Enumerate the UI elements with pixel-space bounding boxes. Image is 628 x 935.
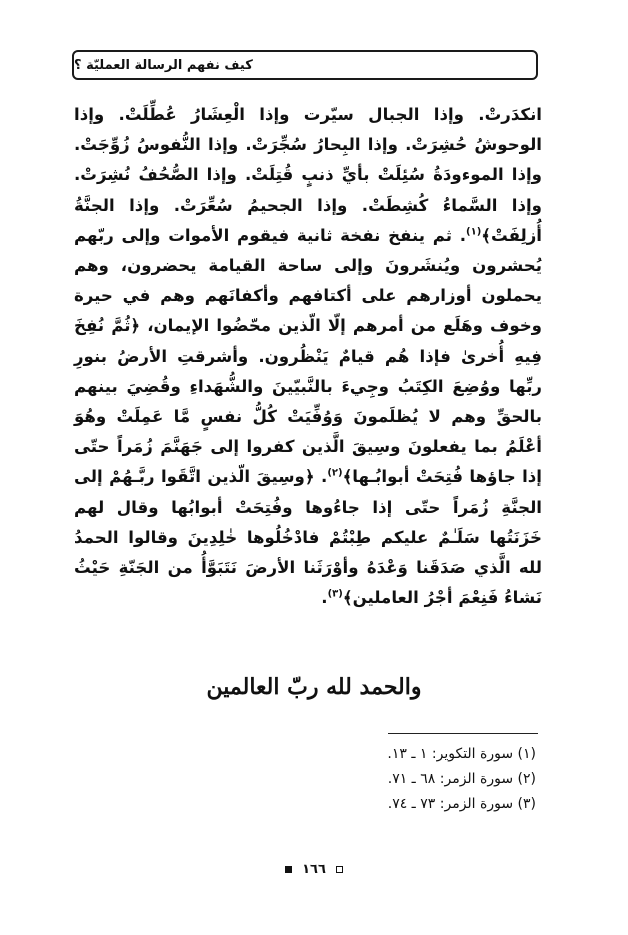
footnote-ref-2: (٢) <box>327 467 343 479</box>
main-text <box>74 100 542 613</box>
footnote-3: (٣) سورة الزمر: ٧٣ ـ ٧٤. <box>387 796 536 812</box>
running-header-title: كيف نفهم الرسالة العمليّة ؟ <box>74 57 253 73</box>
text-segment-1: انكدَرتْ. وإذا الجبال سيّرت وإذا الْعِشَارُ عُطِّلَتْ. وإذا الوحوشُ حُشِرَتْ. وإذا البِحارُ سُجِّرَتْ. وإذا النُّفوسُ زُوِّجَتْ. وإذا الموءودَةُ سُئِلَتْ بأيِّ ذنبٍ قُتِلَتْ. وإذا الصُّحُفُ نُشِرَتْ. وإذا السَّماءُ كُشِطَتْ. وإذا الجحيمُ سُعِّرَتْ. وإذا الجنَّةُ أُزلِفَتْ﴾ <box>74 105 542 245</box>
footnote-ref-3: (٣) <box>327 588 343 600</box>
footnote-ref-1: (١) <box>466 226 482 238</box>
page-footer <box>0 862 628 877</box>
footnote-divider <box>388 733 538 734</box>
text-segment-2: . ثم ينفخ نفخة ثانية فيقوم الأموات وإلى ربّهم يُحشرون ويُنشَرونَ وإلى ساحة القيامة يحضرون، وهم يحملون أوزارهم على أكتافهم وأكفانَهم وهم في حيرة وخوف وهَلَع من أمرهم إلّا الّذين محّضُوا الإيمان، ﴿ثُمَّ نُفِخَ فِيهِ أُخرىٰ فإذا هُم قيامٌ يَنْظُرون. وأشرقتِ الأرضُ بنورِ ربِّها ووُضِعَ الكِتَبُ وجِيءَ بالنَّبيّينَ والشُّهَداءِ وقُضِيَ بينهم بالحقِّ وهم لا يُظلَمونَ وَوُفِّيَتْ كُلُّ نفسٍ مَّا عَمِلَتْ وهُوَ أعْلَمُ بما يفعلونَ وسِيقَ الَّذين كفروا إلى جَهَنَّمَ زُمَراً حتّى إذا جاؤها فُتِحَتْ أبوابُـها﴾ <box>74 225 542 487</box>
main-paragraph <box>74 100 542 613</box>
page-number: ١٦٦ <box>302 862 326 877</box>
closing-phrase: والحمد لله ربّ العالمين <box>206 674 422 700</box>
empty-square-icon <box>336 866 343 873</box>
footnote-2: (٢) سورة الزمر: ٦٨ ـ ٧١. <box>387 771 536 787</box>
text-segment-3: . ﴿وسِيقَ الّذين اتَّقَوا ربَّـهُمْ إلى الجنَّةِ زُمَراً حتّى إذا جاءُوها وفُتِحَتْ أبوابُها وقال لهم خَزَنَتُها سَلَـٰمٌ عليكم طِبْتُمْ فادْخُلُوها خٰلِدِينَ وقالوا الحمدُ لله الَّذي صَدَقَنا وَعْدَهُ وأوْرَثَنا الأرضَ نَتَبَوَّأُ من الجَنّةِ حَيْثُ نَشاءُ فَنِعْمَ أجْرُ العاملين﴾ <box>74 467 542 608</box>
footnote-1: (١) سورة التكوير: ١ ـ ١٣. <box>387 746 536 762</box>
footnotes <box>300 742 536 817</box>
running-header <box>72 50 538 80</box>
text-segment-4: . <box>321 588 328 608</box>
filled-square-icon <box>285 866 292 873</box>
